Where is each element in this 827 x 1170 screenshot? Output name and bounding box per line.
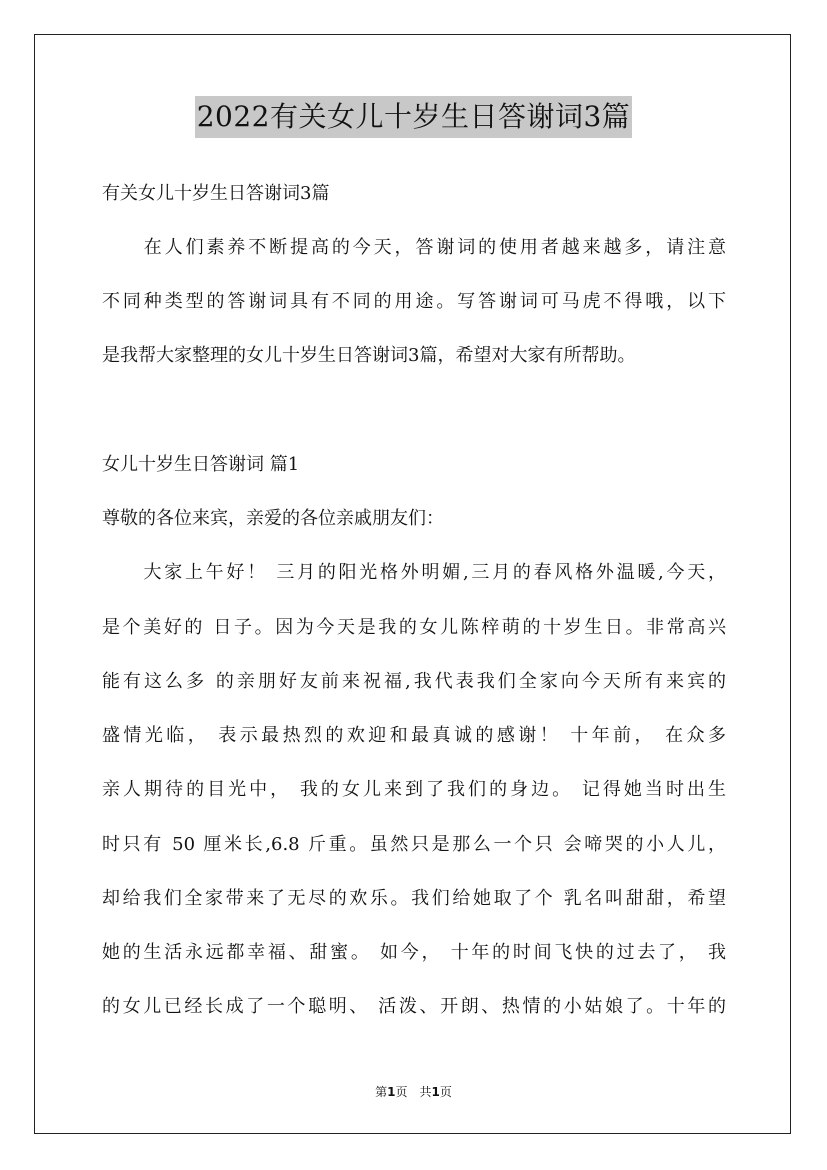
body-line: 大家上午好！ 三月的阳光格外明媚,三月的春风格外温暖,今天， <box>102 562 726 583</box>
body-line: 盛情光临， 表示最热烈的欢迎和最真诚的感谢！ 十年前， 在众多 <box>102 725 726 746</box>
body-line: 她的生活永远都幸福、甜蜜。 如今， 十年的时间飞快的过去了， 我 <box>102 942 726 963</box>
document-title: 2022有关女儿十岁生日答谢词3篇 <box>195 96 633 138</box>
section-heading: 女儿十岁生日答谢词 篇1 <box>102 454 300 475</box>
body-line: 不同种类型的答谢词具有不同的用途。写答谢词可马虎不得哦，以下 <box>102 291 726 312</box>
body-line: 是我帮大家整理的女儿十岁生日答谢词3篇，希望对大家有所帮助。 <box>102 345 636 366</box>
page-suffix: 页 <box>439 1085 452 1099</box>
body-line: 的女儿已经长成了一个聪明、 活泼、开朗、热情的小姑娘了。十年的 <box>102 996 726 1017</box>
salutation-line: 尊敬的各位来宾，亲爱的各位亲戚朋友们： <box>102 508 444 529</box>
body-line: 却给我们全家带来了无尽的欢乐。我们给她取了个 乳名叫甜甜，希望 <box>102 888 726 909</box>
body-line: 能有这么多 的亲朋好友前来祝福,我代表我们全家向今天所有来宾的 <box>102 671 726 692</box>
page-total: 1 <box>431 1085 440 1099</box>
page-mid: 页 共 <box>395 1085 432 1099</box>
body-line: 是个美好的 日子。因为今天是我的女儿陈梓萌的十岁生日。非常高兴 <box>102 617 726 638</box>
subtitle-line: 有关女儿十岁生日答谢词3篇 <box>102 183 330 204</box>
title-container <box>0 96 827 138</box>
page-footer <box>0 1084 827 1100</box>
body-line: 亲人期待的目光中， 我的女儿来到了我们的身边。 记得她当时出生 <box>102 779 726 800</box>
page-number: 1 <box>387 1085 396 1099</box>
page-prefix: 第 <box>375 1085 388 1099</box>
body-line: 时只有 50 厘米长,6.8 斤重。虽然只是那么一个只 会啼哭的小人儿， <box>102 834 726 855</box>
body-line: 在人们素养不断提高的今天，答谢词的使用者越来越多，请注意 <box>102 237 726 258</box>
